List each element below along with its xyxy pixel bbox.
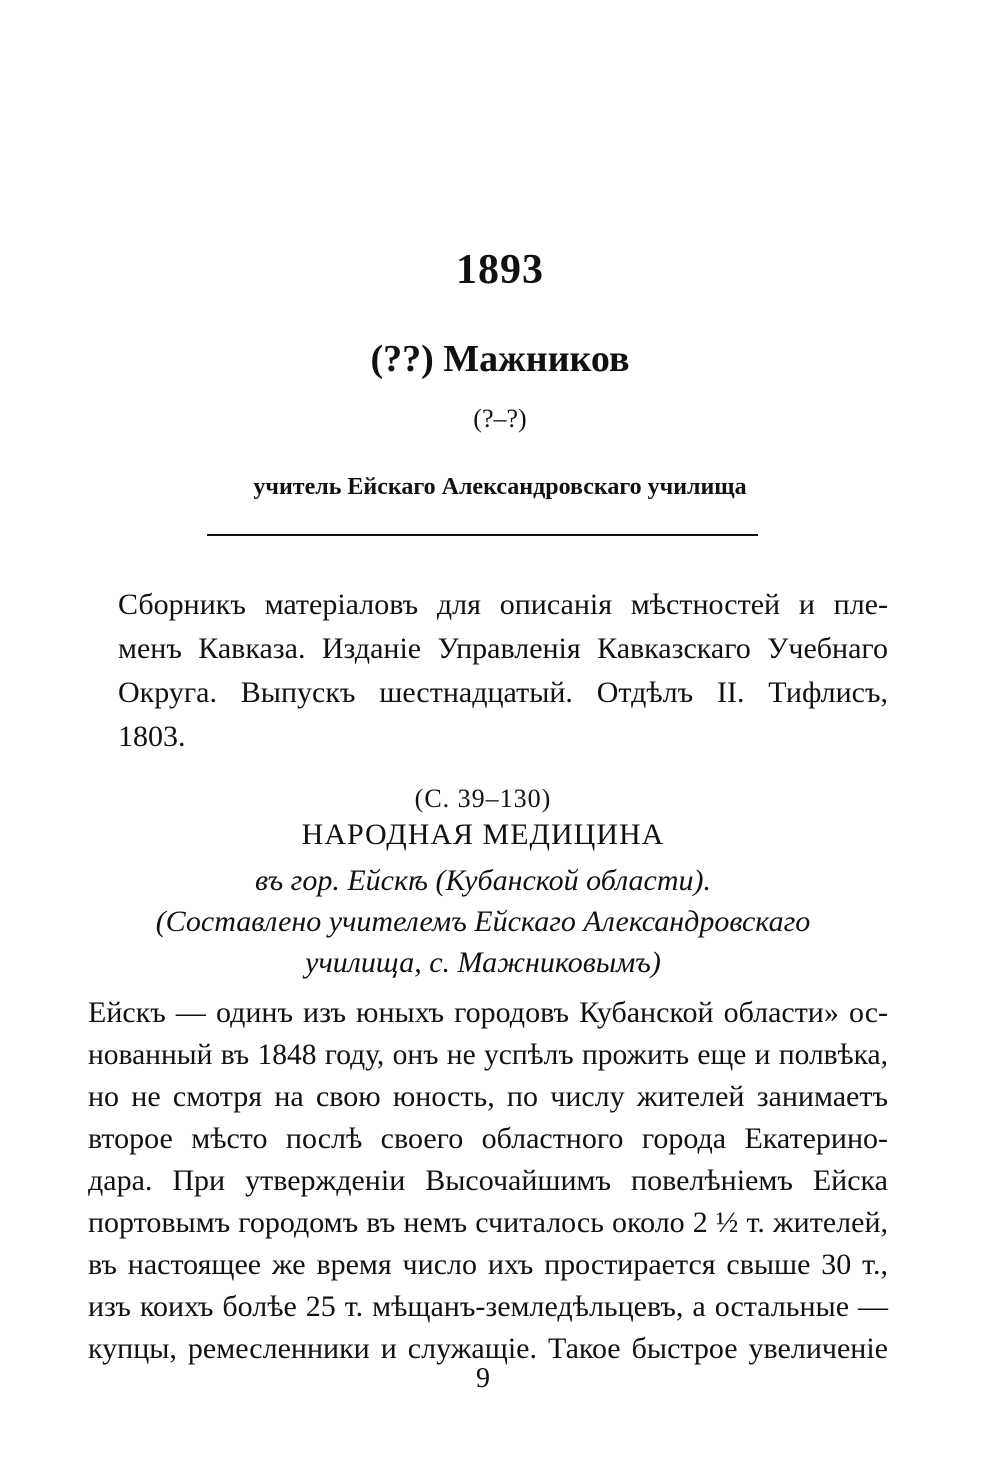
source-line: Округа. Выпускъ шестнадцатый. Отдѣлъ II. Тифлисъ, [118, 676, 888, 709]
source-line: Сборникъ матеріаловъ для описанія мѣстностей и пле- [118, 588, 888, 621]
author-position: учитель Ейскаго Александровскаго училища [253, 474, 747, 500]
article-title: НАРОДНАЯ МЕДИЦИНА [301, 818, 665, 851]
source-line: менъ Кавказа. Изданіе Управленія Кавказскаго Учебнаго [118, 632, 888, 665]
body-line: изъ коихъ болѣе 25 т. мѣщанъ-земледѣльцевъ, а остальные — [88, 1290, 888, 1323]
body-line: въ настоящее же время число ихъ простирается свыше 30 т., [88, 1248, 888, 1281]
article-page-range: (С. 39–130) [414, 784, 552, 813]
subtitle-line: (Составлено учителемъ Ейскаго Александровскаго [155, 905, 811, 938]
body-line: дара. При утвержденіи Высочайшимъ повелѣніемъ Ейска [88, 1164, 888, 1197]
page-number: 9 [476, 1363, 490, 1394]
heading-divider [207, 534, 758, 536]
article-subtitle [0, 860, 966, 983]
body-line: второе мѣсто послѣ своего областного города Екатерино- [88, 1122, 888, 1155]
source-line: 1803. [118, 720, 186, 753]
body-line: портовымъ городомъ въ немъ считалось около 2 ½ т. жителей, [88, 1206, 888, 1239]
entry-year: 1893 [456, 247, 544, 293]
author-name: (??) Мажников [370, 338, 630, 380]
body-line: Ейскъ — одинъ изъ юныхъ городовъ Кубанской области» ос- [88, 996, 888, 1029]
subtitle-line: въ гор. Ейскѣ (Кубанской области). [254, 864, 712, 897]
subtitle-line: училища, с. Мажниковымъ) [305, 946, 661, 979]
author-dates: (?–?) [473, 404, 527, 433]
body-line: нованный въ 1848 году, онъ не успѣлъ прожить еще и полвѣка, [88, 1039, 888, 1071]
body-line: но не смотря на свою юность, по числу жителей занимаетъ [88, 1080, 888, 1113]
source-citation [118, 583, 888, 759]
article-body [88, 992, 888, 1370]
body-line: купцы, ремесленники и служащіе. Такое быстрое увеличеніе [88, 1332, 888, 1365]
